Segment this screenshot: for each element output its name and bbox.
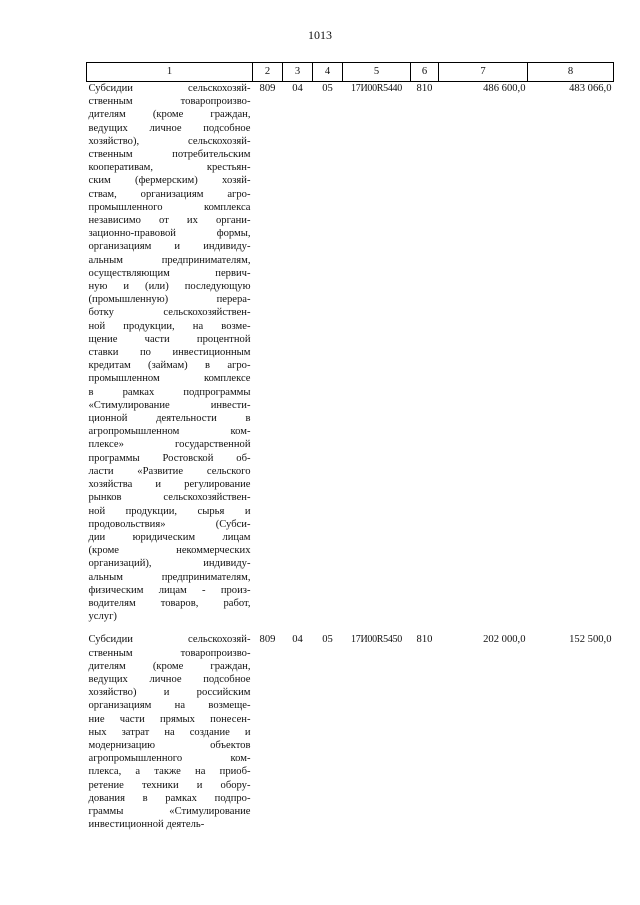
description-line: (кроме некоммерческих [88, 545, 251, 557]
glava-code: 809 [259, 83, 276, 94]
description-line: Субсидии сельскохозяй- [88, 634, 251, 646]
description-line: кооперативам, крестьян- [88, 162, 251, 174]
description-line: дования в рамках подпро- [88, 792, 251, 804]
description-line: ной продукции, сырья и [88, 505, 251, 517]
description-line: организациям на возмеще- [88, 700, 251, 712]
description-line: ных затрат на создание и [88, 726, 251, 738]
section-code: 04 [292, 634, 303, 646]
header-cell: 5 [343, 63, 411, 82]
description-line: зационно-правовой формы, [88, 228, 251, 240]
description-line: ласти «Развитие сельского [88, 465, 251, 477]
description-line: хозяйства и регулирование [88, 479, 251, 491]
description-line: ствам, организациям агро- [88, 188, 251, 200]
description-line: альным предпринимателям, [88, 571, 251, 583]
header-cell: 8 [528, 63, 614, 82]
description-line: водителям товаров, работ, [88, 597, 251, 609]
description-line: промышленного комплекса [88, 201, 251, 213]
description-line: агропромышленного ком- [88, 753, 251, 765]
header-row [87, 63, 614, 82]
description-line: ственным потребительским [88, 149, 251, 161]
description-line: ственным товаропроизво- [88, 96, 251, 108]
description-line: щение части процентной [88, 333, 251, 345]
description-line: ной продукции, на возме- [88, 320, 251, 332]
description-line: Субсидии сельскохозяй- [88, 83, 251, 94]
description-line: ведущих личное подсобное [88, 122, 251, 134]
description-line: организаций), индивиду- [88, 558, 251, 570]
page-number: 1013 [308, 28, 332, 42]
description-line: альным предпринимателям, [88, 254, 251, 266]
description-line: дии юридическим лицам [88, 531, 251, 543]
description-line: хозяйство), сельскохозяй- [88, 135, 251, 147]
description-line: ретение техники и обору- [88, 779, 251, 791]
section-code: 04 [292, 83, 303, 94]
description-line: «Стимулирование инвести- [88, 399, 251, 411]
description-line: модернизацию объектов [88, 739, 251, 751]
description-line: ную и (или) последующую [88, 281, 251, 293]
description-line: граммы «Стимулирование [88, 805, 251, 817]
description-line: организациям и индивиду- [88, 241, 251, 253]
description-line: дителям (кроме граждан, [88, 660, 251, 672]
amount-plan: 486 600,0 [483, 83, 526, 94]
description-line: ственным товаропроизво- [88, 647, 251, 659]
header-cell: 7 [439, 63, 528, 82]
description-line: ставки по инвестиционным [88, 347, 251, 359]
description-line: продовольствия» (Субси- [88, 518, 251, 530]
header-cell: 2 [253, 63, 283, 82]
description-line: ционной деятельности в [88, 413, 251, 425]
header-cell: 1 [87, 63, 253, 82]
header-cell: 4 [313, 63, 343, 82]
row-description [87, 82, 253, 634]
description-line: независимо от их органи- [88, 215, 251, 227]
description-line: услуг) [88, 611, 117, 623]
description-line: в рамках подпрограммы [88, 386, 251, 398]
description-line: физическим лицам - произ- [88, 584, 251, 596]
table-row [87, 82, 614, 634]
description-line: инвестиционной деятель- [88, 819, 205, 831]
target-article-code: 17И00R5440 [351, 83, 402, 94]
description-line: плексе» государственной [88, 439, 251, 451]
target-article-code: 17И00R5450 [351, 634, 402, 646]
header-cell: 3 [283, 63, 313, 82]
header-cell: 6 [411, 63, 439, 82]
description-line: хозяйство) и российским [88, 687, 251, 699]
row-description [87, 633, 253, 841]
description-line: осуществляющим первич- [88, 267, 251, 279]
subsection-code: 05 [322, 83, 333, 94]
description-line: кредитам (займам) в агро- [88, 360, 251, 372]
description-line: агропромышленном ком- [88, 426, 251, 438]
description-line: дителям (кроме граждан, [88, 109, 251, 121]
description-line: программы Ростовской об- [88, 452, 251, 464]
description-line: ботку сельскохозяйствен- [88, 307, 251, 319]
expense-type-code: 810 [416, 634, 433, 646]
amount-plan: 202 000,0 [483, 634, 526, 646]
description-line: ведущих личное подсобное [88, 673, 251, 685]
expense-type-code: 810 [416, 83, 433, 94]
budget-table [86, 62, 614, 841]
table-row [87, 633, 614, 841]
description-line: промышленном комплексе [88, 373, 251, 385]
amount-actual: 483 066,0 [569, 83, 612, 94]
description-line: ние части прямых понесен- [88, 713, 251, 725]
description-line: ским (фермерским) хозяй- [88, 175, 251, 187]
amount-actual: 152 500,0 [569, 634, 612, 646]
description-line: рынков сельскохозяйствен- [88, 492, 251, 504]
description-line: плекса, а также на приоб- [88, 766, 251, 778]
glava-code: 809 [259, 634, 276, 646]
description-line: (промышленную) перера- [88, 294, 251, 306]
subsection-code: 05 [322, 634, 333, 646]
